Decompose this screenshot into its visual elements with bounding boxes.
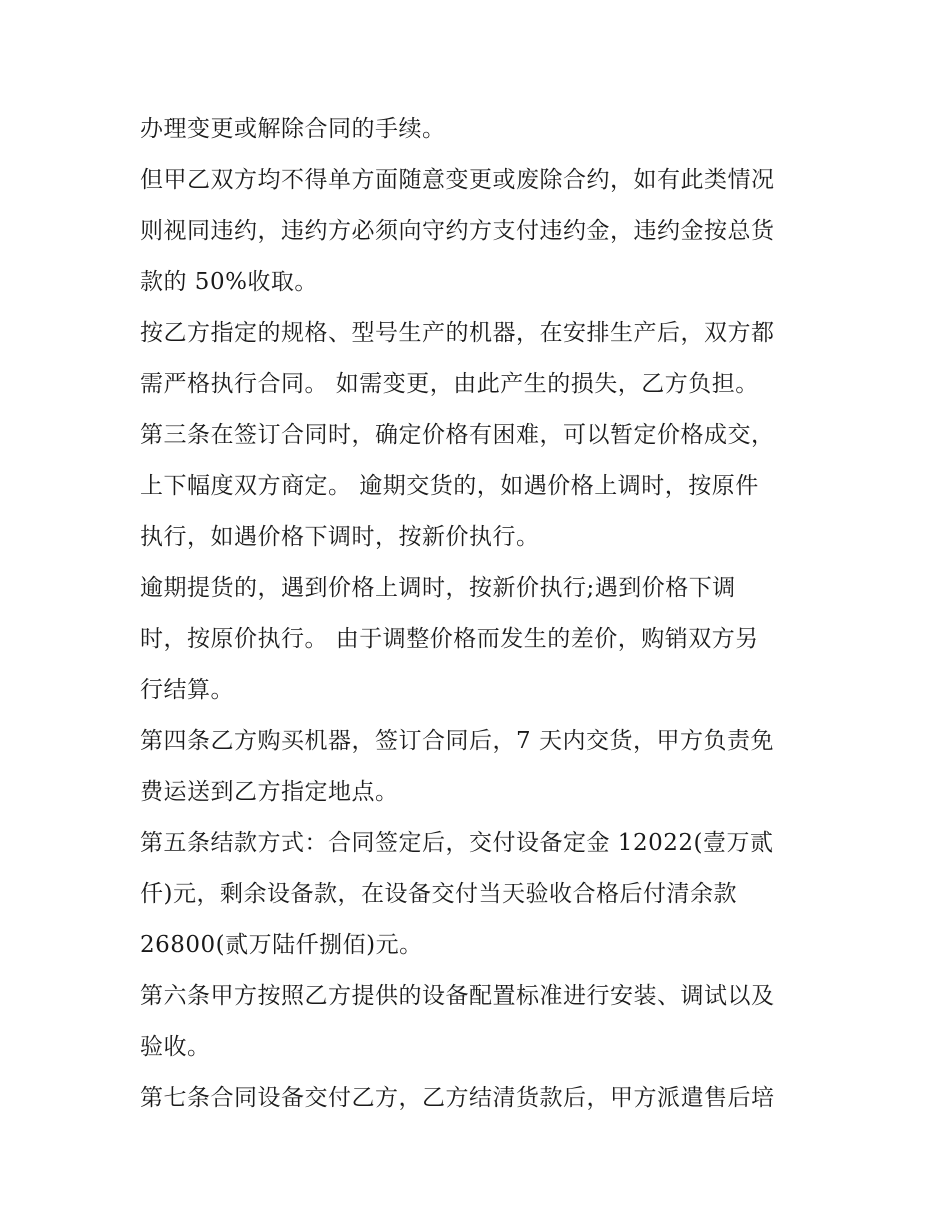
text-line: 26800(贰万陆仟捌佰)元。 [140,932,423,958]
text-line: 第七条合同设备交付乙方，乙方结清货款后，甲方派遣售后培 [140,1085,775,1111]
text-line: 第六条甲方按照乙方提供的设备配置标准进行安装、调试以及 [140,983,775,1009]
text-line: 第四条乙方购买机器，签订合同后，7 天内交货，甲方负责免 [140,728,774,754]
text-line: 仟)元，剩余设备款，在设备交付当天验收合格后付清余款 [140,881,737,907]
text-line: 需严格执行合同。 如需变更，由此产生的损失，乙方负担。 [140,371,759,397]
text-line: 费运送到乙方指定地点。 [140,779,399,805]
text-line: 第三条在签订合同时，确定价格有困难，可以暂定价格成交， [140,422,775,448]
text-line: 上下幅度双方商定。 逾期交货的，如遇价格上调时，按原件 [140,473,759,499]
text-line: 按乙方指定的规格、型号生产的机器，在安排生产后，双方都 [140,320,775,346]
text-line: 则视同违约，违约方必须向守约方支付违约金，违约金按总货 [140,218,775,244]
text-line: 但甲乙双方均不得单方面随意变更或废除合约，如有此类情况 [140,167,775,193]
text-line: 办理变更或解除合同的手续。 [140,116,446,142]
text-line: 执行，如遇价格下调时，按新价执行。 [140,524,540,550]
text-line: 验收。 [140,1034,211,1060]
text-line: 逾期提货的，遇到价格上调时，按新价执行;遇到价格下调 [140,575,736,601]
text-line: 时，按原价执行。 由于调整价格而发生的差价，购销双方另 [140,626,759,652]
text-line: 款的 50%收取。 [140,269,318,295]
text-line: 行结算。 [140,677,234,703]
text-line: 第五条结款方式：合同签定后，交付设备定金 12022(壹万贰 [140,830,774,856]
